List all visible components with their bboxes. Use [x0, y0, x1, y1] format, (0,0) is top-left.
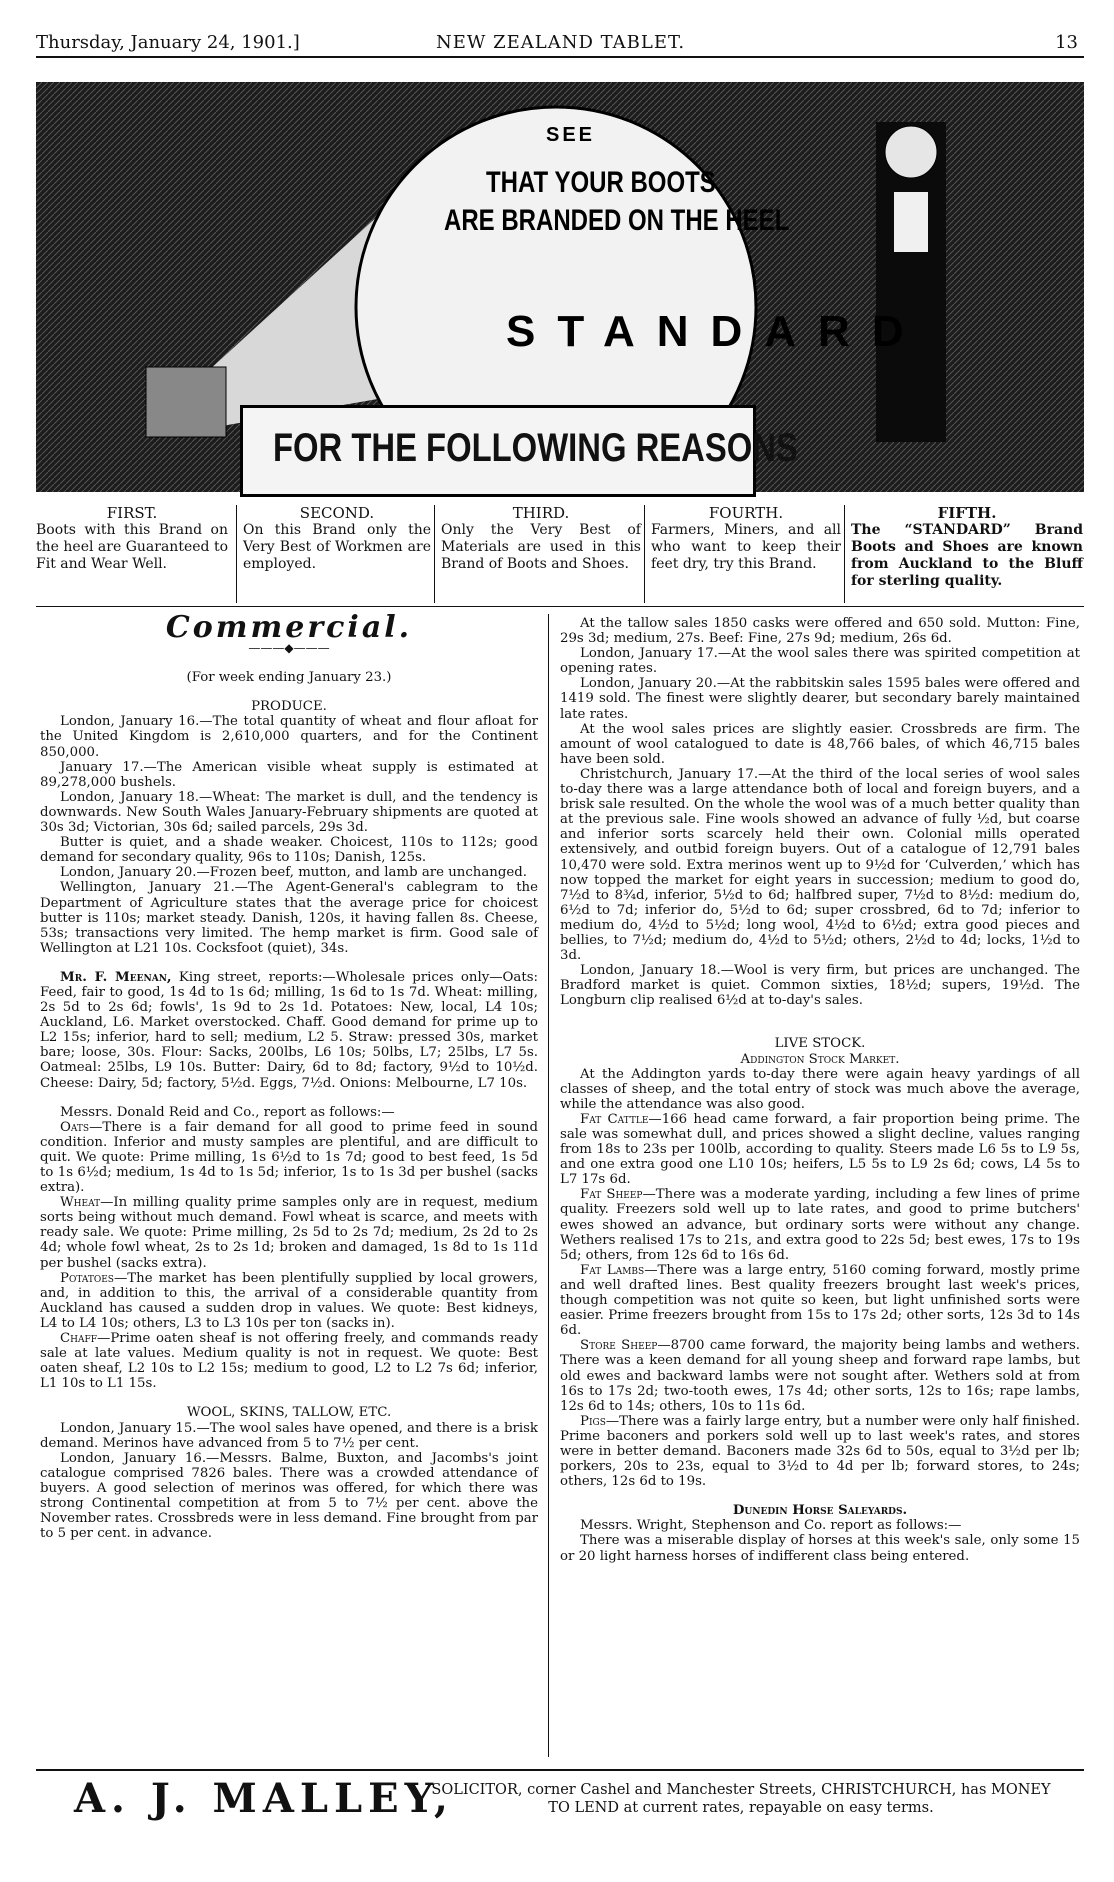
malley-line2: TO LEND at current rates, repayable on easy terms. [548, 1800, 934, 1816]
horse-heading: Dunedin Horse Saleyards. [732, 1503, 908, 1519]
stock-label: Fat Lambs [580, 1262, 645, 1278]
header-date: Thursday, January 24, 1901.] [36, 32, 300, 53]
week-subtitle: (For week ending January 23.) [186, 670, 392, 686]
meenan-report [40, 970, 538, 1091]
stock-para [560, 1187, 1080, 1262]
banner-text: FOR THE FOLLOWING REASONS [273, 426, 798, 470]
figure-shirt [894, 192, 928, 252]
malley-line1: SOLICITOR, corner Cashel and Manchester Streets, CHRISTCHURCH, has MONEY [431, 1782, 1051, 1798]
reid-para [40, 1271, 538, 1331]
horse-para: There was a miserable display of horses at this week's sale, only some 15 or 20 light harness horses of indifferent class being entered. [560, 1533, 1080, 1564]
advert-line2: ARE BRANDED ON THE HEEL [444, 204, 790, 237]
reid-para [40, 1120, 538, 1195]
stock-label: Fat Cattle [580, 1111, 649, 1127]
reasons-row [36, 505, 1084, 603]
reason-title: FIFTH. [937, 504, 997, 522]
page-number: 13 [1055, 32, 1078, 53]
reid-label: Chaff [60, 1331, 98, 1347]
header-title: NEW ZEALAND TABLET. [436, 32, 686, 53]
stock-label: Pigs [580, 1413, 606, 1429]
addington-intro: At the Addington yards to-day there were again heavy yardings of all classes of sheep, and the total entry of stock was much above the average, while the attendance was also good. [560, 1066, 1080, 1112]
produce-heading: PRODUCE. [251, 699, 327, 715]
stock-text: —There was a fairly large entry, but a number were only half finished. Prime baconers and porkers sold well up to last week's rates, and stores were in better demand. Baconers made 32s 6d to 50s, equal to 3½d per lb; porkers, 20s to 23s, equal to 3½d to 4d per lb; forward stores, to 24s; others, 12s 6d to 19s. [560, 1413, 1080, 1490]
produce-para: Wellington, January 21.—The Agent-General's cablegram to the Department of Agriculture states that the average price for choicest butter is 110s; market steady. Danish, 120s, it having fallen 8s. Cheese, 53s; transactions very limited. The hemp market is firm. Good sale of Wellington at L21 10s. Cocksfoot (quiet), 34s. [40, 880, 538, 956]
reid-label: Oats [60, 1119, 90, 1135]
produce-para: London, January 18.—Wheat: The market is dull, and the tendency is downwards. New South Wales January-February shipments are quoted at 30s 3d; Victorian, 30s 6d; sailed parcels, 29s 3d. [40, 789, 538, 836]
wool-heading: WOOL, SKINS, TALLOW, ETC. [186, 1405, 392, 1421]
wool-cont-para: At the tallow sales 1850 casks were offered and 650 sold. Mutton: Fine, 29s 3d; medium, 27s. Beef: Fine, 27s 9d; medium, 26s 6d. [560, 616, 1080, 647]
left-column [40, 610, 538, 1542]
live-stock-heading: LIVE STOCK. [774, 1036, 866, 1052]
malley-text [396, 1781, 1086, 1817]
advert-brand: STANDARD [506, 307, 926, 356]
reason-text: On this Brand only the Very Best of Workmen are employed. [243, 522, 431, 572]
stock-text: —8700 came forward, the majority being lambs and wethers. There was a keen demand for all young sheep and forward rape lambs, but old ewes and backward lambs were not sought after. Wethers sold at from 16s to 17s 2d; two-tooth ewes, 17s 4d; other sorts, 12s to 16s; rape lambs, 12s 6d to 14s; others, 10s to 11s 6d. [560, 1338, 1080, 1414]
reason-fourth [644, 505, 841, 603]
reid-label: Potatoes [60, 1270, 114, 1286]
wool-cont-para: London, January 17.—At the wool sales there was spirited competition at opening rates. [560, 646, 1080, 677]
reid-text: —In milling quality prime samples only are in request, medium sorts being without much demand. Fowl wheat is scarce, and meets with ready sale. We quote: Prime milling, 2s 5d to 2s 7d; medium, 2s 2d to 2s 4d; whole fowl wheat, 2s to 2s 1d; broken and damaged, 1s 8d to 1s 11d per bushel (sacks extra). [40, 1195, 538, 1271]
wool-cont-para: Christchurch, January 17.—At the third of the local series of wool sales to-day there was a large attendance both of local and foreign buyers, and a brisk sale resulted. On the whole the wool was of a much better quality than at the previous sale. Fine wools showed an advance of fully ½d, but coarse and inferior sorts scarcely held their own. Colonial mills operated extensively, and outbid foreign buyers. Out of a catalogue of 12,791 bales 10,470 were sold. Extra merinos went up to 9½d for ‘Culverden,’ which has now topped the market for eight years in succession; medium to good do, 7½d to 8¾d, inferior, 5½d to 6d; halfbred super, 7½d to 8½d: medium do, 6½d to 7d; inferior do, 5½d to 6d; super crossbred, 6d to 7d; inferior to medium do, 4½d to 5½d; long wool, 4½d to 6½d; extra good pieces and bellies, to 7½d; medium do, 4½d to 5½d; others, 2½d to 4d; locks, 1½d to 3d. [560, 766, 1080, 964]
horse-para: Messrs. Wright, Stephenson and Co. report as follows:— [580, 1518, 962, 1534]
reason-text: The “STANDARD” Brand Boots and Shoes are known from Auckland to the Bluff for sterling quality. [851, 522, 1083, 589]
wool-cont-para: At the wool sales prices are slightly easier. Crossbreds are firm. The amount of wool catalogued to date is 48,766 bales, of which 46,715 bales have been sold. [560, 721, 1080, 767]
produce-para: London, January 20.—Frozen beef, mutton, and lamb are unchanged. [60, 865, 527, 881]
malley-advert [36, 1775, 1084, 1845]
reason-text: Boots with this Brand on the heel are Guaranteed to Fit and Wear Well. [36, 522, 228, 572]
meenan-name: Mr. F. Meenan, [60, 969, 172, 985]
figure-head [885, 126, 937, 178]
stock-para [560, 1263, 1080, 1338]
produce-para: London, January 16.—The total quantity of wheat and flour afloat for the United Kingdom is 2,610,000 quarters, and for the Continent 850,000. [40, 714, 538, 760]
reason-title: THIRD. [512, 504, 570, 522]
stock-para [560, 1338, 1080, 1413]
reason-title: FIRST. [106, 504, 158, 522]
page-header [36, 30, 1084, 58]
stock-para [560, 1414, 1080, 1489]
wool-cont-para: London, January 18.—Wool is very firm, but prices are unchanged. The Bradford market is quiet. Common sixties, 18½d; supers, 19½d. The Longburn clip realised 6½d at to-day's sales. [560, 963, 1080, 1009]
reason-title: FOURTH. [708, 504, 784, 522]
stock-label: Fat Sheep [580, 1187, 643, 1203]
column-rule [548, 614, 549, 1757]
right-column [560, 616, 1080, 1564]
reid-text: —The market has been plentifully supplied by local growers, and, in addition to this, the arrival of a considerable quantity from Auckland has caused a sudden drop in values. We quote: Best kidneys, L4 to L4 10s; others, L3 to L3 10s per ton (sacks in). [40, 1270, 538, 1331]
footer-rule [36, 1769, 1084, 1771]
reason-first [36, 505, 228, 603]
meenan-text: King street, reports:—Wholesale prices only—Oats: Feed, fair to good, 1s 4d to 1s 6d; milling, 1s 6d to 1s 7d. Wheat: milling, 2s 5d to 2s 6d; fowls', 1s 9d to 2s 1d. Potatoes: New, local, L4 10s; Auckland, L6. Market overstocked. Chaff. Good demand for prime up to L2 15s; inferior, hard to sell; medium, L2 5. Straw: pressed 30s, market bare; loose, 30s. Flour: Sacks, 200lbs, L6 10s; 50lbs, L7; 25lbs, L7 5s. Oatmeal: 25lbs, L9 10s. Butter: Dairy, 6d to 8d; factory, 9½d to 10½d. Cheese: Dairy, 5d; factory, 5½d. Eggs, 7½d. Onions: Melbourne, L7 10s. [40, 969, 538, 1091]
reason-text: Farmers, Miners, and all who want to keep their feet dry, try this Brand. [651, 522, 841, 572]
reason-text: Only the Very Best of Materials are used in this Brand of Boots and Shoes. [441, 522, 641, 572]
reason-title: SECOND. [299, 504, 375, 522]
wool-para: London, January 15.—The wool sales have opened, and there is a brisk demand. Merinos have advanced from 5 to 7½ per cent. [40, 1420, 538, 1451]
produce-para: January 17.—The American visible wheat supply is estimated at 89,278,000 bushels. [40, 759, 538, 790]
section-rule [36, 606, 1084, 607]
ornament: ———◆——— [248, 641, 330, 656]
malley-name: A. J. MALLEY, [74, 1775, 454, 1822]
reid-para [40, 1331, 538, 1391]
stock-para [560, 1112, 1080, 1187]
reid-intro: Messrs. Donald Reid and Co., report as follows:— [60, 1104, 395, 1120]
reid-para [40, 1195, 538, 1270]
advert-line1: THAT YOUR BOOTS [486, 166, 716, 199]
reasons-banner [240, 405, 798, 497]
wool-para: London, January 16.—Messrs. Balme, Buxton, and Jacombs's joint catalogue comprised 7826 bales. There was a crowded attendance of buyers. A good selection of merinos was offered, for which there was strong Continental competition at from 5 to 7½ per cent. above the November rates. Crossbreds were in less demand. Fine brought from par to 5 per cent. in advance. [40, 1450, 538, 1542]
advert-see: SEE [546, 124, 596, 146]
reid-text: —There is a fair demand for all good to prime feed in sound condition. Inferior and musty samples are plentiful, and are difficult to quit. We quote: Prime milling, 1s 6½d to 1s 7d; good to best feed, 1s 5d to 1s 6½d; medium, 1s 4d to 1s 5d; inferior, 1s to 1s 3d per bushel (sacks extra). [40, 1119, 538, 1196]
reason-second [236, 505, 431, 603]
stock-text: —166 head came forward, a fair proportion being prime. The sale was somewhat dull, and prices showed a slight decline, values ranging from 18s to 23s per 100lb, according to quality. Steers made L6 5s to L9 5s, and one extra good one L10 10s; heifers, L5 5s to L9 2s 6d; cows, L4 5s to L7 17s 6d. [560, 1111, 1080, 1188]
reid-text: —Prime oaten sheaf is not offering freely, and commands ready sale at late values. Medium quality is not in request. We quote: Best oaten sheaf, L2 10s to L2 15s; medium to good, L2 to L2 7s 6d; inferior, L1 10s to L1 15s. [40, 1331, 538, 1392]
stock-text: —There was a moderate yarding, including a few lines of prime quality. Freezers sold well up to late rates, and good to prime butchers' ewes showed an advance, but ordinary sorts were without any change. Wethers realised 17s to 21s, and extra good to 22s 5d; best ewes, 17s to 19s 5d; others, from 12s 6d to 16s 6d. [560, 1187, 1081, 1263]
reason-third [434, 505, 641, 603]
wool-cont-para: London, January 20.—At the rabbitskin sales 1595 bales were offered and 1419 sold. The finest were slightly dearer, but secondary barely maintained late rates. [560, 676, 1080, 722]
reid-label: Wheat [60, 1195, 101, 1211]
lantern-icon [146, 367, 226, 437]
reason-fifth [844, 505, 1083, 603]
commercial-title: Commercial. [165, 610, 413, 645]
stock-text: —There was a large entry, 5160 coming forward, mostly prime and well drafted lines. Best quality freezers brought last week's prices, though competition was not quite so keen, but light unfinished sorts were easier. Prime freezers brought from 15s to 17s 2d; other sorts, 12s 3d to 14s 6d. [560, 1262, 1080, 1339]
stock-label: Store Sheep [580, 1338, 658, 1354]
produce-para: Butter is quiet, and a shade weaker. Choicest, 110s to 112s; good demand for secondary quality, 96s to 110s; Danish, 125s. [40, 835, 538, 866]
addington-heading: Addington Stock Market. [740, 1051, 900, 1067]
